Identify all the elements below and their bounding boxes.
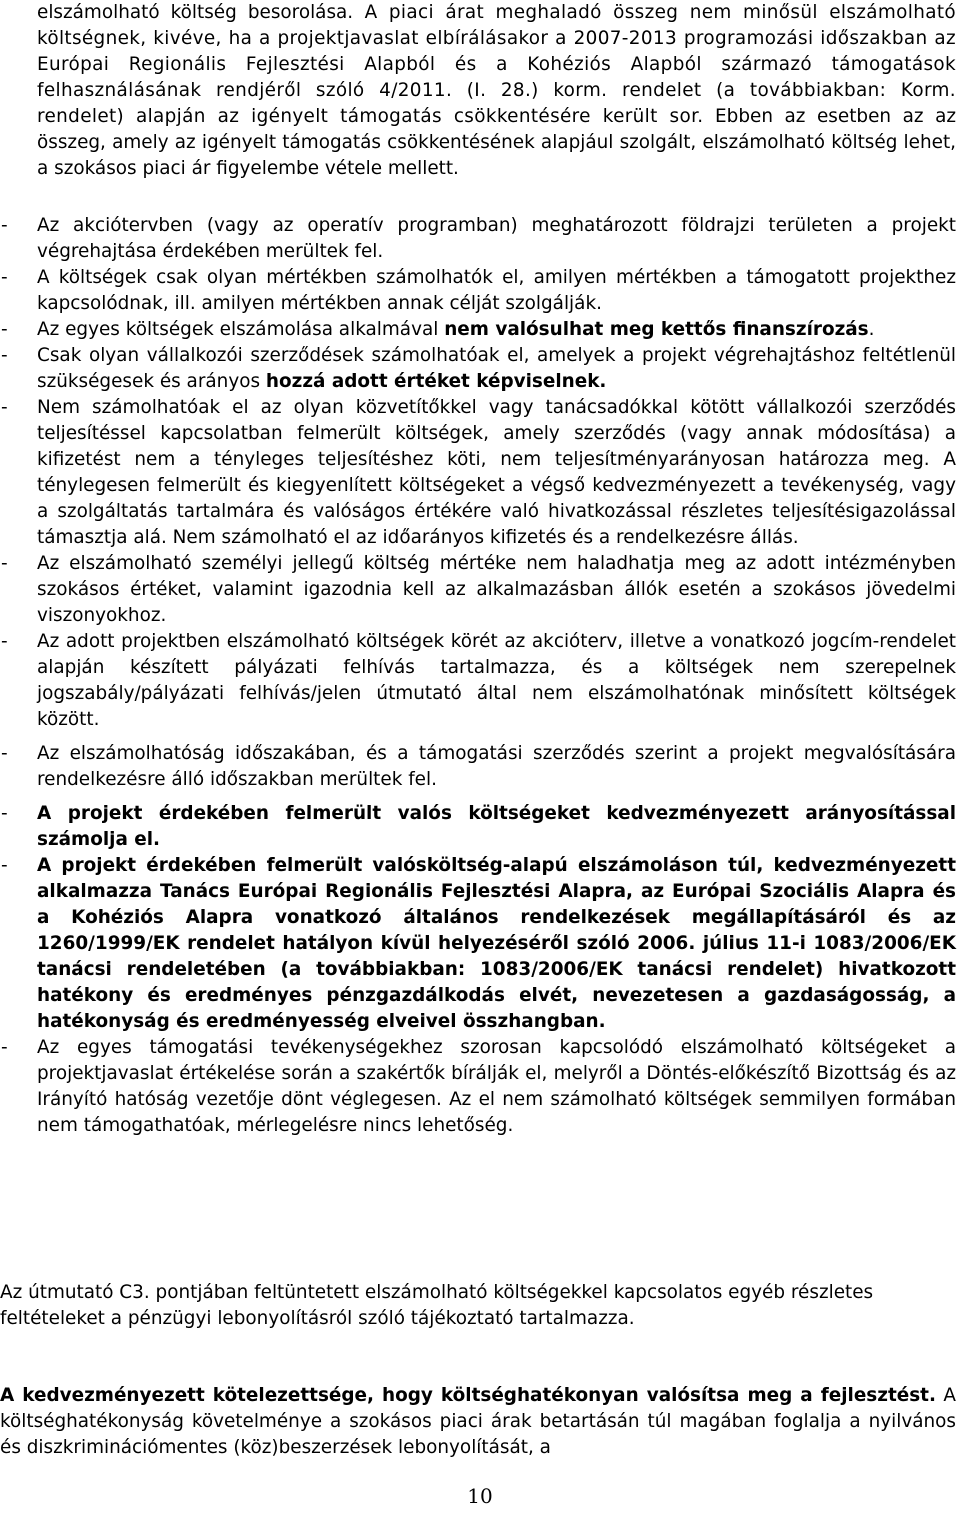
list-item-emphasis: A projekt érdekében felmerült valósköltség-alapú elszámoláson túl, kedvezményezett alkalmazza Tanács Európai Regionális Fejlesztési Alapra, az Európai Szociális Alapra és a Kohéziós Alapra vonatkozó általános rendelkezések megállapításáról és az 1260/1999/EK rendelet hatályon kívül helyezéséről szóló 2006. július 11-i 1083/2006/EK tanácsi rendeletében (a továbbiakban: 1083/2006/EK tanácsi rendelet) hivatkozott hatékony és eredményes pénzgazdálkodás elvét, nevezetesen a gazdaságosság, a hatékonyság és eredményesség elveivel összhangban. (37, 855, 956, 1032)
intro-paragraph (37, 0, 956, 182)
list-item (0, 343, 956, 395)
bullet-dash: - (1, 743, 8, 764)
bullet-dash: - (1, 631, 8, 652)
list-item-text: Csak olyan vállalkozói szerződések számolhatóak el, amelyek a projekt végrehajtáshoz feltétlenül szükségesek és arányos (37, 345, 956, 392)
list-item-text: Az adott projektben elszámolható költségek körét az akcióterv, illetve a vonatkozó jogcím-rendelet alapján készített pályázati felhívás tartalmazza, és a költségek nem szerepelnek jogszabály/pályázati felhívás/jelen útmutató által nem elszámolhatónak minősített költségek között. (37, 631, 956, 730)
list-item-text: A költségek csak olyan mértékben számolhatók el, amilyen mértékben a támogatott projekthez kapcsolódnak, ill. amilyen mértékben annak célját szolgálják. (37, 267, 956, 314)
list-item (0, 213, 956, 265)
bullet-dash: - (1, 803, 8, 824)
intro-text-c: Ebben az esetben az az összeg, amely az igényelt támogatás csökkentésének alapjául szolgált, elszámolható költség lehet, a szokásos piaci ár figyelembe vétele mellett. (37, 106, 956, 179)
list-item (0, 801, 956, 853)
reference-paragraph: Az útmutató C3. pontjában feltüntetett elszámolható költségekkel kapcsolatos egyéb részletes feltételeket a pénzügyi lebonyolításról szóló tájékoztató tartalmazza. (0, 1282, 874, 1329)
list-item (0, 1035, 956, 1139)
obligation-heading: A kedvezményezett kötelezettsége, hogy költséghatékonyan valósítsa meg a fejlesztést. (0, 1385, 936, 1406)
list-item (0, 741, 956, 793)
list-item-text: Az akciótervben (vagy az operatív programban) meghatározott földrajzi területen a projekt végrehajtása érdekében merültek fel. (37, 215, 956, 262)
bullet-dash: - (1, 397, 8, 418)
list-item-emphasis: nem valósulhat meg kettős finanszírozás (444, 319, 869, 340)
bullet-dash: - (1, 345, 8, 366)
bullet-dash: - (1, 215, 8, 236)
bullet-dash: - (1, 267, 8, 288)
list-item (0, 551, 956, 629)
list-item (0, 265, 956, 317)
list-item-emphasis: A projekt érdekében felmerült valós költségeket kedvezményezett arányosítással számolja el. (37, 803, 956, 850)
bullet-dash: - (1, 319, 8, 340)
intro-text-b: A piaci árat meghaladó összeg nem minősül elszámolható költségnek, kivéve, ha a projektjavaslat elbírálásakor a 2007-2013 programozási időszakban az Európai Regionális Fejlesztési Alapból és a Kohéziós Alapból származó támogatások felhasználásának rendjéről szóló 4/2011. (I. 28.) korm. rendelet (a továbbiakban: Korm. rendelet) alapján az igényelt támogatás csökkentésére került sor. (37, 2, 956, 127)
obligation-paragraph (0, 1383, 956, 1461)
list-item-text: Az elszámolhatóság időszakában, és a támogatási szerződés szerint a projekt megvalósítására rendelkezésre álló időszakban merültek fel. (37, 743, 956, 790)
list-item-text: Az egyes költségek elszámolása alkalmával (37, 319, 445, 340)
list-item-text-end: . (868, 319, 875, 340)
list-item-text: Nem számolhatóak el az olyan közvetítőkkel vagy tanácsadókkal kötött vállalkozói szerződés teljesítéssel kapcsolatban felmerült költségek, amely szerződés (vagy annak módosítása) a kifizetést nem a tényleges teljesítéshez köti, nem teljesítményarányosan határozza meg. A ténylegesen felmerült és kiegyenlített költségeket a végső kedvezményezett a tevékenység, vagy a szolgáltatás tartalmára és valóságos értékére való hivatkozással részletes teljesítésigazolással támasztja alá. Nem számolható el az időarányos kifizetés és a rendelkezésre állás. (37, 397, 956, 548)
bullet-dash: - (1, 553, 8, 574)
list-item (0, 317, 956, 343)
list-item (0, 395, 956, 551)
list-item-text: Az elszámolható személyi jellegű költség mértéke nem haladhatja meg az adott intézményben szokásos értéket, valamint igazodnia kell az alkalmazásban állók esetén a szokásos jövedelmi viszonyokhoz. (37, 553, 956, 626)
page-number: 10 (467, 1484, 493, 1508)
list-item (0, 853, 956, 1035)
bullet-dash: - (1, 1037, 8, 1058)
bullet-dash: - (1, 855, 8, 876)
list-item (0, 629, 956, 733)
obligation-text: A költséghatékonyság követelménye a szokásos piaci árak betartásán túl magában foglalja a nyilvános és diszkriminációmentes (köz)beszerzések lebonyolítását, a (0, 1385, 956, 1458)
list-item-emphasis: hozzá adott értéket képviselnek. (265, 371, 607, 392)
list-item-text: Az egyes támogatási tevékenységekhez szorosan kapcsolódó elszámolható költségeket a projektjavaslat értékelése során a szakértők bírálják el, melyről a Döntés-előkészítő Bizottság és az Irányító hatóság vezetője dönt véglegesen. Az el nem számolható költségek semmilyen formában nem támogathatóak, mérlegelésre nincs lehetőség. (37, 1037, 956, 1136)
criteria-list (0, 213, 956, 1139)
intro-text-a: elszámolható költség besorolása. (37, 2, 354, 23)
